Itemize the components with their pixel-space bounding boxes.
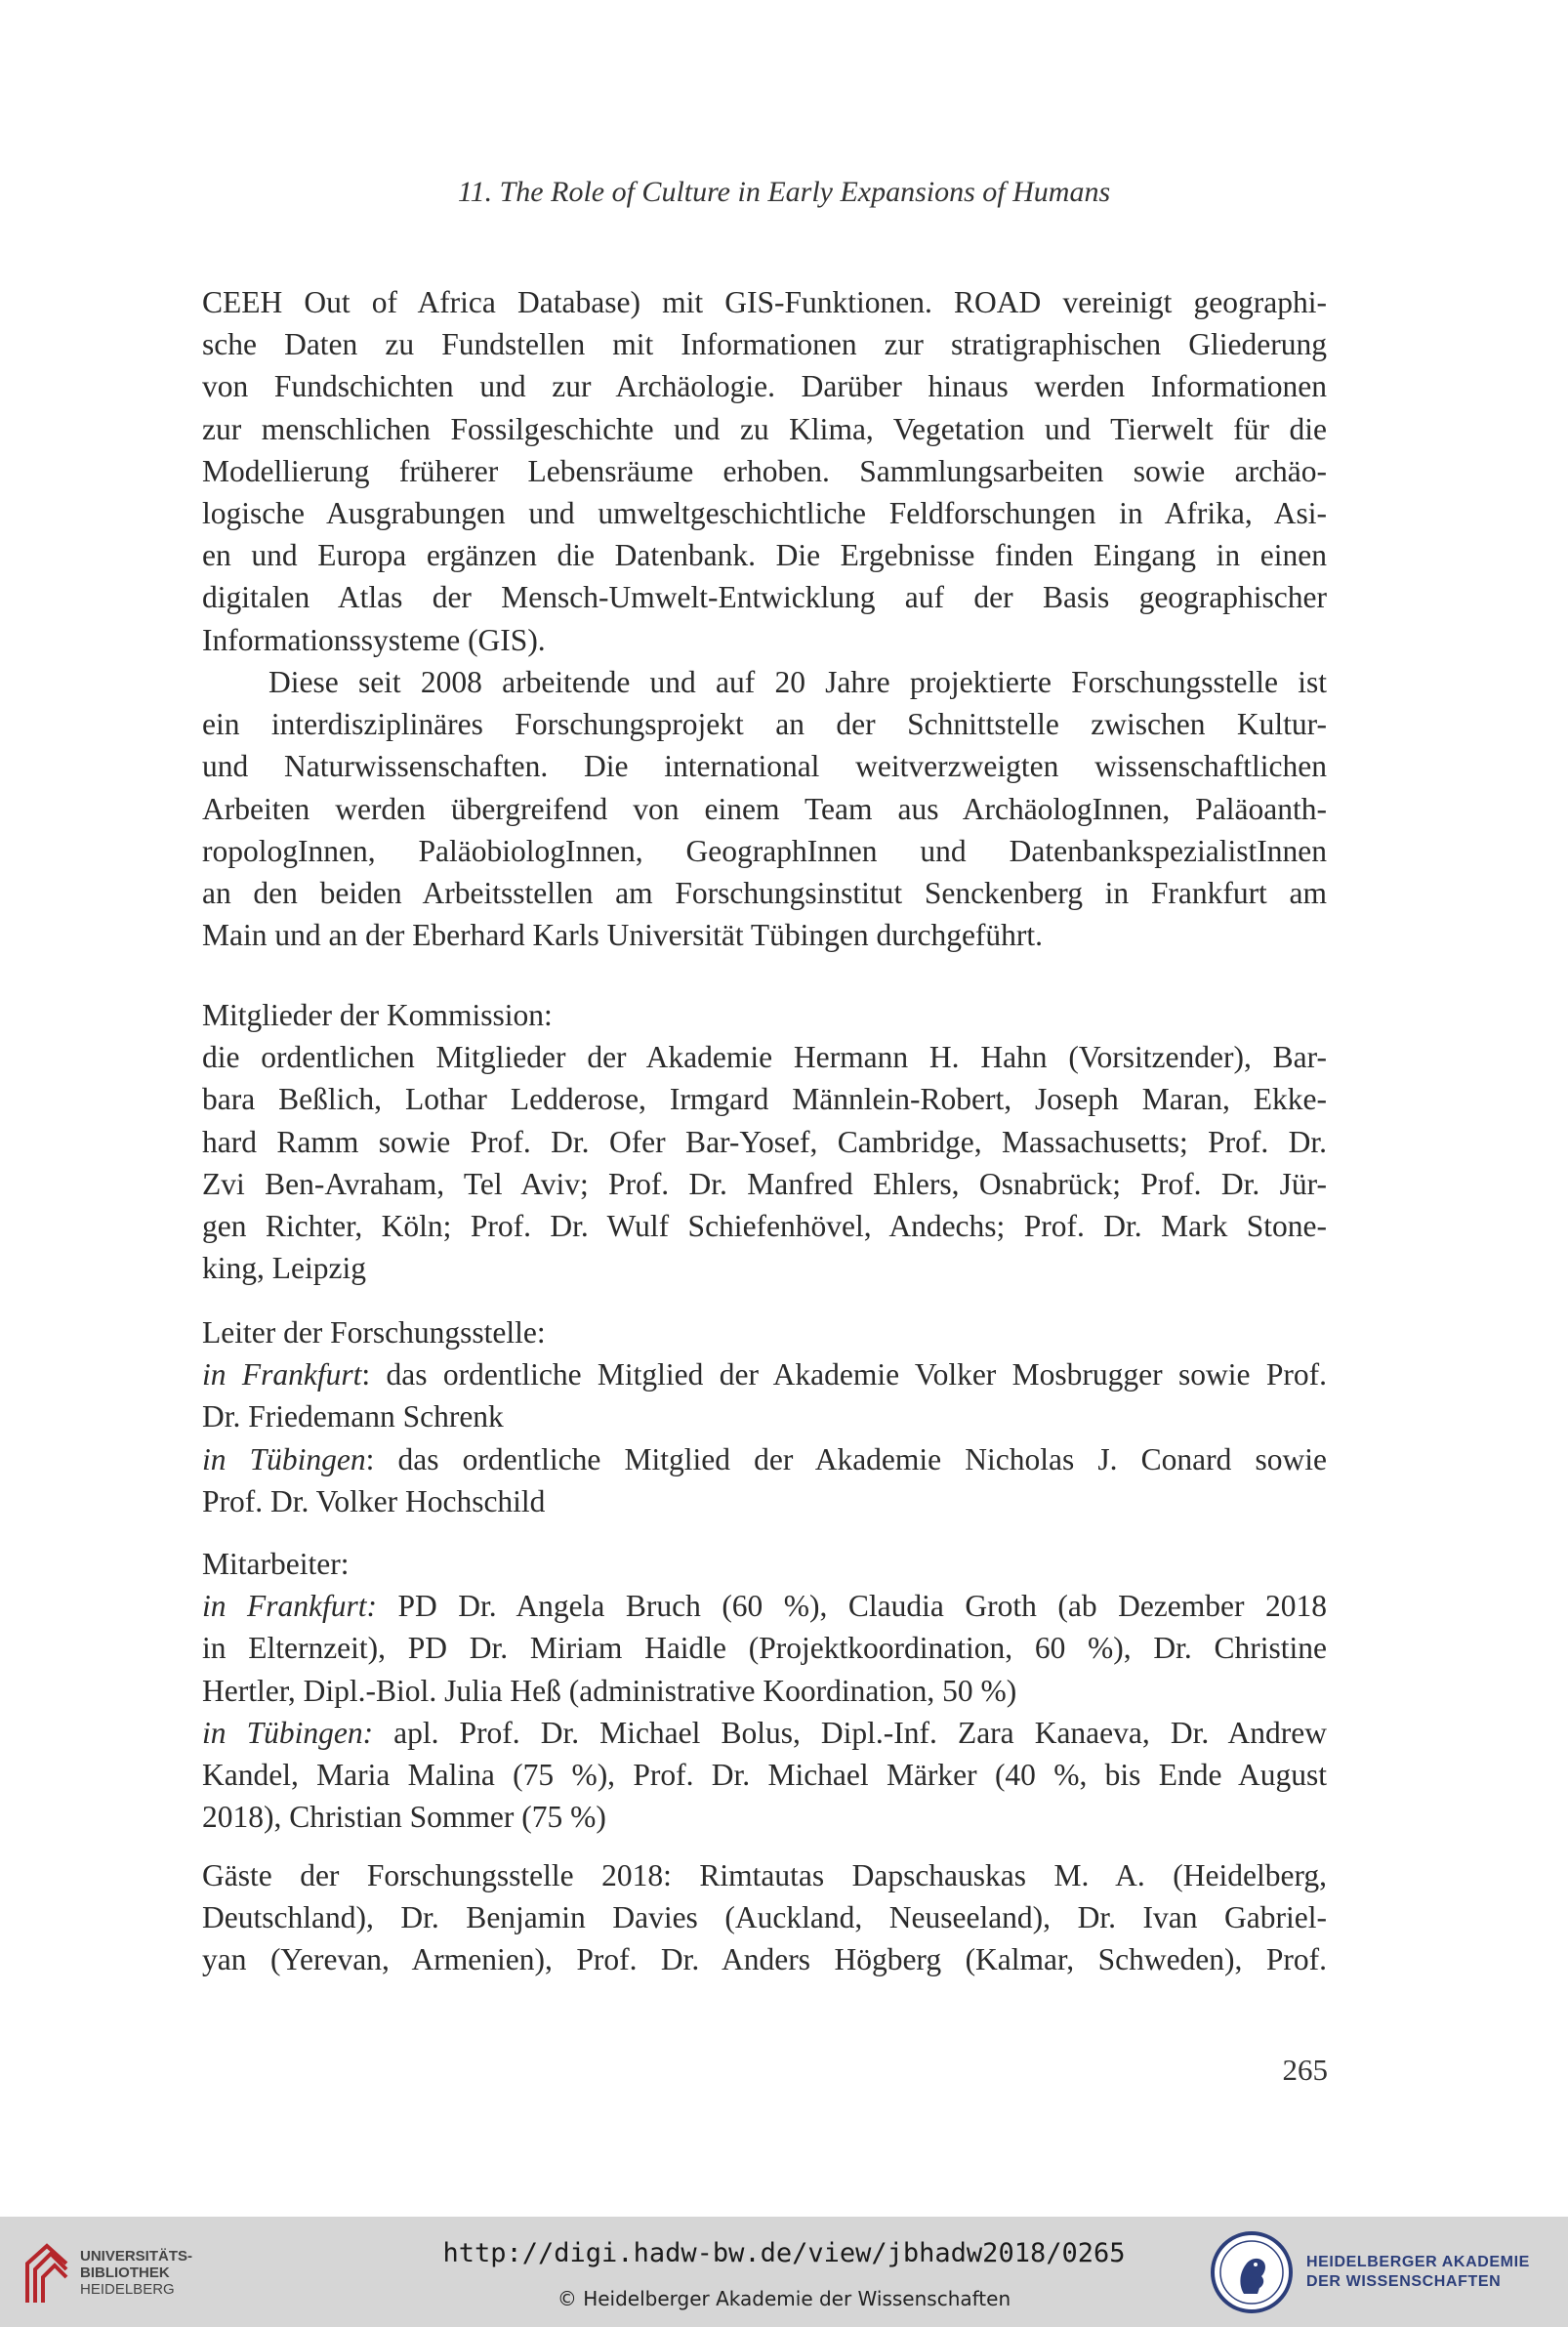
leiter-heading: Leiter der Forschungsstelle: <box>202 1315 546 1350</box>
text-line: Hertler, Dipl.-Biol. Julia Heß (administrative Koordination, 50 %) <box>202 1673 1017 1708</box>
running-head: 11. The Role of Culture in Early Expansions of Humans <box>457 176 1111 208</box>
ub-logo-line: UNIVERSITÄTS- <box>80 2247 193 2265</box>
text-line: Gäste der Forschungsstelle 2018: Rimtautas Dapschauskas M. A. (Heidelberg, <box>202 1858 1327 1892</box>
text-line <box>202 1585 1327 1627</box>
text-line <box>202 1438 1327 1480</box>
ub-logo-line: HEIDELBERG <box>80 2280 175 2298</box>
footer-bar <box>0 2217 1568 2327</box>
text-line: Prof. Dr. Volker Hochschild <box>202 1483 546 1518</box>
text-line: Modellierung früherer Lebensräume erhoben. Sammlungsarbeiten sowie archäo- <box>202 453 1327 488</box>
text-line: ropologInnen, PaläobiologInnen, GeographInnen und DatenbankspezialistInnen <box>202 833 1327 868</box>
text-run: : das ordentliche Mitglied der Akademie Nicholas J. Conard sowie <box>365 1441 1327 1476</box>
text-line: 2018), Christian Sommer (75 %) <box>202 1800 606 1835</box>
text-line: Arbeiten werden übergreifend von einem Team aus ArchäologInnen, Paläoanth- <box>202 791 1327 826</box>
members-heading: Mitglieder der Kommission: <box>202 998 553 1032</box>
text-line: gen Richter, Köln; Prof. Dr. Wulf Schiefenhövel, Andechs; Prof. Dr. Mark Stone- <box>202 1209 1327 1244</box>
copyright-notice: © Heidelberger Akademie der Wissenschaften <box>557 2287 1011 2310</box>
text-line: hard Ramm sowie Prof. Dr. Ofer Bar-Yosef, Cambridge, Massachusetts; Prof. Dr. <box>202 1124 1327 1159</box>
text-line: Deutschland), Dr. Benjamin Davies (Auckland, Neuseeland), Dr. Ivan Gabriel- <box>202 1900 1327 1935</box>
text-line: CEEH Out of Africa Database) mit GIS-Funktionen. ROAD vereinigt geographi- <box>202 285 1327 319</box>
location-label: in Tübingen: <box>202 1715 374 1750</box>
location-label: in Frankfurt: <box>202 1589 377 1624</box>
text-line: Informationssysteme (GIS). <box>202 622 546 657</box>
text-line: yan (Yerevan, Armenien), Prof. Dr. Anders Högberg (Kalmar, Schweden), Prof. <box>202 1942 1327 1977</box>
ub-logo-line: BIBLIOTHEK <box>80 2264 170 2281</box>
paragraph-road-database <box>202 281 1327 661</box>
paragraph-research-unit <box>202 661 1327 956</box>
text-run: : das ordentliche Mitglied der Akademie Volker Mosbrugger sowie Prof. <box>361 1357 1327 1392</box>
text-line: Zvi Ben-Avraham, Tel Aviv; Prof. Dr. Manfred Ehlers, Osnabrück; Prof. Dr. Jür- <box>202 1166 1327 1201</box>
hadw-logo-line: DER WISSENSCHAFTEN <box>1306 2273 1502 2290</box>
text-line: bara Beßlich, Lothar Ledderose, Irmgard Männlein-Robert, Joseph Maran, Ekke- <box>202 1082 1327 1117</box>
text-line: digitalen Atlas der Mensch-Umwelt-Entwicklung auf der Basis geographischer <box>202 580 1327 615</box>
text-line: sche Daten zu Fundstellen mit Informationen zur stratigraphischen Gliederung <box>202 327 1327 362</box>
location-label: in Tübingen <box>202 1441 366 1476</box>
leiter-section <box>202 1311 1327 1522</box>
hadw-logo-text <box>1306 2253 1530 2292</box>
gaeste-section <box>202 1854 1327 1981</box>
text-line: Dr. Friedemann Schrenk <box>202 1399 504 1434</box>
text-line: und Naturwissenschaften. Die international weitverzweigten wissenschaftlichen <box>202 749 1327 784</box>
text-line: an den beiden Arbeitsstellen am Forschungsinstitut Senckenberg in Frankfurt am <box>202 876 1327 911</box>
mitarbeiter-section <box>202 1543 1327 1838</box>
text-line: in Elternzeit), PD Dr. Miriam Haidle (Projektkoordination, 60 %), Dr. Christine <box>202 1631 1327 1666</box>
hadw-seal-icon <box>1209 2229 1295 2315</box>
text-line: die ordentlichen Mitglieder der Akademie Hermann H. Hahn (Vorsitzender), Bar- <box>202 1040 1327 1075</box>
text-line <box>202 1353 1327 1395</box>
text-line: von Fundschichten und zur Archäologie. Darüber hinaus werden Informationen <box>202 369 1327 404</box>
hadw-logo-line: HEIDELBERGER AKADEMIE <box>1306 2254 1530 2270</box>
text-run: PD Dr. Angela Bruch (60 %), Claudia Groth (ab Dezember 2018 <box>376 1589 1327 1624</box>
hadw-logo[interactable] <box>1209 2228 1560 2316</box>
text-line: en und Europa ergänzen die Datenbank. Die Ergebnisse finden Eingang in einen <box>202 538 1327 573</box>
text-line: Main und an der Eberhard Karls Universität Tübingen durchgeführt. <box>202 918 1044 953</box>
members-section <box>202 994 1327 1289</box>
text-line: king, Leipzig <box>202 1251 366 1286</box>
location-label: in Frankfurt <box>202 1357 362 1392</box>
text-line: Diese seit 2008 arbeitende und auf 20 Jahre projektierte Forschungsstelle ist <box>268 665 1327 699</box>
text-line: logische Ausgrabungen und umweltgeschichtliche Feldforschungen in Afrika, Asi- <box>202 496 1327 531</box>
text-run: apl. Prof. Dr. Michael Bolus, Dipl.-Inf. Zara Kanaeva, Dr. Andrew <box>373 1715 1327 1750</box>
text-line: ein interdisziplinäres Forschungsprojekt an der Schnittstelle zwischen Kultur- <box>202 707 1327 742</box>
permalink-url[interactable]: http://digi.hadw-bw.de/view/jbhadw2018/0265 <box>442 2238 1126 2268</box>
text-line <box>202 1712 1327 1754</box>
text-line: zur menschlichen Fossilgeschichte und zu Klima, Vegetation und Tierwelt für die <box>202 411 1327 446</box>
page-number: 265 <box>1282 2053 1328 2087</box>
mitarbeiter-heading: Mitarbeiter: <box>202 1547 350 1581</box>
text-line: Kandel, Maria Malina (75 %), Prof. Dr. Michael Märker (40 %, bis Ende August <box>202 1758 1327 1793</box>
